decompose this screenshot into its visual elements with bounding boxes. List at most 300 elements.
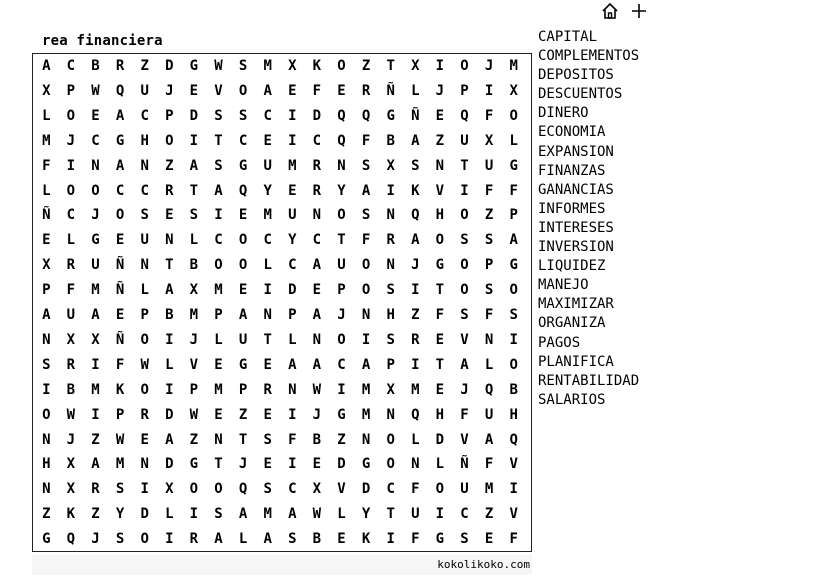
grid-cell[interactable]: P	[189, 381, 199, 398]
grid-cell[interactable]: I	[91, 406, 100, 423]
grid-cell[interactable]: U	[460, 132, 469, 149]
grid-cell[interactable]: A	[411, 132, 420, 149]
grid-cell[interactable]: I	[386, 182, 395, 199]
grid-cell[interactable]: B	[66, 381, 76, 398]
grid-cell[interactable]: U	[460, 481, 469, 498]
grid-cell[interactable]: G	[435, 257, 445, 274]
grid-cell[interactable]: A	[115, 157, 125, 174]
grid-cell[interactable]: P	[386, 356, 395, 373]
grid-cell[interactable]: I	[361, 331, 371, 348]
grid-cell[interactable]: Q	[337, 132, 346, 149]
grid-cell[interactable]: A	[312, 356, 322, 373]
grid-cell[interactable]: U	[263, 157, 272, 174]
grid-cell[interactable]: C	[288, 257, 297, 274]
grid-cell[interactable]: P	[238, 381, 248, 398]
grid-cell[interactable]: A	[238, 506, 248, 523]
grid-cell[interactable]: I	[66, 157, 76, 174]
grid-cell[interactable]: I	[484, 82, 494, 99]
grid-cell[interactable]: H	[140, 132, 149, 149]
grid-cell[interactable]: C	[91, 132, 100, 149]
grid-cell[interactable]: R	[140, 406, 149, 423]
grid-cell[interactable]: X	[91, 331, 100, 348]
grid-cell[interactable]: Q	[460, 107, 469, 124]
grid-cell[interactable]: M	[263, 207, 272, 224]
grid-cell[interactable]: A	[238, 307, 248, 323]
grid-cell[interactable]: I	[189, 132, 199, 149]
grid-cell[interactable]: S	[140, 207, 149, 224]
grid-cell[interactable]: I	[165, 331, 174, 348]
grid-cell[interactable]: N	[484, 331, 494, 348]
grid-cell[interactable]: Ñ	[115, 331, 125, 348]
home-button[interactable]	[601, 2, 619, 20]
grid-cell[interactable]: A	[288, 356, 297, 373]
grid-cell[interactable]: K	[411, 182, 420, 199]
grid-cell[interactable]: E	[140, 431, 149, 448]
add-button[interactable]	[630, 2, 648, 20]
grid-cell[interactable]: E	[263, 456, 272, 473]
grid-cell[interactable]: S	[214, 506, 223, 523]
grid-cell[interactable]: Z	[91, 506, 100, 523]
grid-cell[interactable]: B	[509, 381, 518, 398]
grid-cell[interactable]: N	[411, 456, 420, 473]
grid-cell[interactable]: S	[263, 481, 272, 498]
grid-cell[interactable]: A	[189, 157, 199, 174]
grid-cell[interactable]: E	[189, 82, 199, 99]
grid-cell[interactable]: E	[238, 207, 248, 224]
grid-cell[interactable]: C	[337, 356, 346, 373]
grid-cell[interactable]: L	[140, 282, 149, 299]
grid-cell[interactable]: Z	[361, 58, 371, 74]
grid-cell[interactable]: R	[386, 232, 395, 249]
grid-cell[interactable]: M	[509, 58, 518, 74]
grid-cell[interactable]: F	[312, 82, 322, 99]
grid-cell[interactable]: F	[361, 132, 371, 149]
grid-cell[interactable]: X	[42, 257, 51, 274]
grid-cell[interactable]: Ñ	[460, 456, 469, 473]
grid-cell[interactable]: P	[165, 107, 174, 124]
grid-cell[interactable]: U	[91, 257, 100, 274]
grid-cell[interactable]: P	[460, 82, 469, 99]
grid-cell[interactable]: G	[509, 257, 518, 274]
grid-cell[interactable]: B	[312, 531, 322, 548]
grid-cell[interactable]: Q	[411, 207, 420, 224]
grid-cell[interactable]: E	[115, 232, 125, 249]
grid-cell[interactable]: G	[115, 132, 125, 149]
grid-cell[interactable]: L	[66, 232, 76, 249]
grid-cell[interactable]: F	[361, 232, 371, 249]
grid-cell[interactable]: N	[165, 232, 174, 249]
grid-cell[interactable]: Ñ	[386, 82, 395, 99]
grid-cell[interactable]: Z	[337, 431, 346, 448]
grid-cell[interactable]: I	[189, 506, 199, 523]
grid-cell[interactable]: Ñ	[115, 257, 125, 274]
grid-cell[interactable]: D	[312, 107, 322, 124]
grid-cell[interactable]: L	[263, 257, 272, 274]
grid-cell[interactable]: V	[214, 82, 223, 99]
grid-cell[interactable]: C	[115, 182, 125, 199]
grid-cell[interactable]: F	[115, 356, 125, 373]
grid-cell[interactable]: O	[337, 331, 346, 348]
grid-cell[interactable]: Q	[361, 107, 371, 124]
grid-cell[interactable]: G	[189, 456, 199, 473]
grid-cell[interactable]: L	[288, 331, 297, 348]
grid-cell[interactable]: L	[165, 506, 174, 523]
grid-cell[interactable]: N	[361, 431, 371, 448]
grid-cell[interactable]: A	[263, 82, 272, 99]
grid-cell[interactable]: E	[263, 132, 272, 149]
grid-cell[interactable]: K	[312, 58, 322, 74]
grid-cell[interactable]: L	[411, 431, 420, 448]
grid-cell[interactable]: V	[435, 182, 445, 199]
grid-cell[interactable]: F	[484, 456, 494, 473]
grid-cell[interactable]: S	[115, 481, 125, 498]
grid-cell[interactable]: X	[411, 58, 420, 74]
grid-cell[interactable]: X	[42, 82, 51, 99]
grid-cell[interactable]: Z	[189, 431, 199, 448]
grid-cell[interactable]: J	[189, 331, 199, 348]
grid-cell[interactable]: O	[214, 257, 223, 274]
grid-cell[interactable]: E	[214, 406, 223, 423]
grid-cell[interactable]: I	[263, 282, 272, 299]
grid-cell[interactable]: I	[460, 182, 469, 199]
grid-cell[interactable]: P	[66, 82, 76, 99]
grid-cell[interactable]: C	[140, 107, 149, 124]
grid-cell[interactable]: E	[263, 406, 272, 423]
grid-cell[interactable]: E	[337, 82, 346, 99]
grid-cell[interactable]: Q	[509, 431, 518, 448]
grid-cell[interactable]: S	[115, 531, 125, 548]
grid-cell[interactable]: G	[386, 107, 395, 124]
grid-cell[interactable]: X	[288, 58, 297, 74]
grid-cell[interactable]: A	[460, 356, 469, 373]
grid-cell[interactable]: O	[238, 257, 248, 274]
grid-cell[interactable]: A	[361, 182, 371, 199]
grid-cell[interactable]: J	[91, 207, 100, 224]
grid-cell[interactable]: U	[140, 82, 149, 99]
grid-cell[interactable]: M	[214, 282, 223, 299]
grid-cell[interactable]: I	[288, 456, 297, 473]
grid-cell[interactable]: E	[435, 381, 445, 398]
grid-cell[interactable]: X	[189, 282, 199, 299]
grid-cell[interactable]: K	[66, 506, 76, 523]
grid-cell[interactable]: A	[42, 307, 51, 323]
grid-cell[interactable]: M	[288, 157, 297, 174]
grid-cell[interactable]: X	[386, 381, 395, 398]
grid-cell[interactable]: T	[214, 456, 223, 473]
grid-cell[interactable]: A	[263, 531, 272, 548]
grid-cell[interactable]: P	[140, 307, 149, 323]
grid-cell[interactable]: F	[435, 307, 445, 323]
grid-cell[interactable]: V	[509, 506, 518, 523]
grid-cell[interactable]: R	[411, 331, 420, 348]
grid-cell[interactable]: N	[42, 431, 51, 448]
grid-cell[interactable]: A	[484, 431, 494, 448]
grid-cell[interactable]: F	[288, 431, 297, 448]
grid-cell[interactable]: H	[509, 406, 518, 423]
grid-cell[interactable]: L	[189, 232, 199, 249]
grid-cell[interactable]: K	[115, 381, 125, 398]
grid-cell[interactable]: F	[509, 531, 518, 548]
grid-cell[interactable]: V	[509, 456, 518, 473]
grid-cell[interactable]: A	[165, 282, 174, 299]
grid-cell[interactable]: I	[509, 481, 518, 498]
grid-cell[interactable]: O	[66, 182, 76, 199]
grid-cell[interactable]: A	[288, 506, 297, 523]
grid-cell[interactable]: N	[361, 307, 371, 323]
grid-cell[interactable]: T	[189, 182, 199, 199]
grid-cell[interactable]: A	[312, 257, 322, 274]
grid-cell[interactable]: Z	[435, 132, 445, 149]
grid-cell[interactable]: O	[238, 82, 248, 99]
grid-cell[interactable]: T	[214, 132, 223, 149]
grid-cell[interactable]: A	[214, 531, 223, 548]
grid-cell[interactable]: S	[411, 157, 420, 174]
grid-cell[interactable]: I	[411, 282, 420, 299]
grid-cell[interactable]: S	[214, 157, 223, 174]
grid-cell[interactable]: U	[140, 232, 149, 249]
grid-cell[interactable]: G	[435, 531, 445, 548]
grid-cell[interactable]: O	[140, 531, 149, 548]
grid-cell[interactable]: F	[460, 406, 469, 423]
grid-cell[interactable]: J	[337, 307, 346, 323]
grid-cell[interactable]: C	[263, 232, 272, 249]
grid-cell[interactable]: O	[460, 207, 469, 224]
grid-cell[interactable]: M	[91, 381, 100, 398]
grid-cell[interactable]: C	[140, 182, 149, 199]
grid-cell[interactable]: W	[189, 406, 199, 423]
grid-cell[interactable]: Ñ	[115, 282, 125, 299]
grid-cell[interactable]: C	[386, 481, 395, 498]
grid-cell[interactable]: J	[66, 132, 76, 149]
grid-cell[interactable]: P	[484, 257, 494, 274]
grid-cell[interactable]: Z	[91, 431, 100, 448]
grid-cell[interactable]: X	[66, 456, 76, 473]
grid-cell[interactable]: T	[263, 331, 272, 348]
grid-cell[interactable]: S	[361, 157, 371, 174]
grid-cell[interactable]: F	[484, 107, 494, 124]
grid-cell[interactable]: Q	[66, 531, 76, 548]
grid-cell[interactable]: O	[509, 356, 518, 373]
grid-cell[interactable]: R	[312, 182, 322, 199]
grid-cell[interactable]: I	[435, 506, 445, 523]
grid-cell[interactable]: S	[386, 331, 395, 348]
grid-cell[interactable]: M	[361, 381, 371, 398]
grid-cell[interactable]: S	[189, 207, 199, 224]
grid-cell[interactable]: J	[66, 431, 76, 448]
grid-cell[interactable]: M	[361, 406, 371, 423]
grid-cell[interactable]: A	[509, 232, 518, 249]
grid-cell[interactable]: I	[288, 406, 297, 423]
grid-cell[interactable]: T	[386, 58, 395, 74]
grid-cell[interactable]: L	[165, 356, 174, 373]
grid-cell[interactable]: F	[484, 307, 494, 323]
grid-cell[interactable]: C	[263, 107, 272, 124]
grid-cell[interactable]: L	[238, 531, 248, 548]
grid-cell[interactable]: J	[312, 406, 322, 423]
grid-cell[interactable]: D	[361, 481, 371, 498]
grid-cell[interactable]: V	[189, 356, 199, 373]
grid-cell[interactable]: S	[460, 531, 469, 548]
grid-cell[interactable]: O	[460, 282, 469, 299]
grid-cell[interactable]: S	[214, 107, 223, 124]
grid-cell[interactable]: R	[66, 257, 76, 274]
grid-cell[interactable]: N	[214, 431, 223, 448]
grid-cell[interactable]: Q	[238, 182, 248, 199]
grid-cell[interactable]: U	[288, 207, 297, 224]
grid-cell[interactable]: W	[312, 381, 322, 398]
grid-cell[interactable]: F	[509, 182, 518, 199]
grid-cell[interactable]: X	[66, 331, 76, 348]
grid-cell[interactable]: A	[361, 356, 371, 373]
grid-cell[interactable]: W	[66, 406, 76, 423]
site-brand[interactable]: kokolikoko.com	[437, 558, 530, 571]
grid-cell[interactable]: C	[460, 506, 469, 523]
grid-cell[interactable]: X	[165, 481, 174, 498]
grid-cell[interactable]: V	[337, 481, 346, 498]
grid-cell[interactable]: P	[337, 282, 346, 299]
grid-cell[interactable]: E	[288, 82, 297, 99]
grid-cell[interactable]: D	[337, 456, 346, 473]
grid-cell[interactable]: O	[42, 406, 51, 423]
grid-cell[interactable]: F	[66, 282, 76, 299]
grid-cell[interactable]: O	[189, 481, 199, 498]
grid-cell[interactable]: T	[460, 157, 469, 174]
grid-cell[interactable]: I	[91, 356, 100, 373]
grid-cell[interactable]: Q	[337, 107, 346, 124]
grid-cell[interactable]: R	[115, 58, 125, 74]
grid-cell[interactable]: X	[386, 157, 395, 174]
grid-cell[interactable]: S	[42, 356, 51, 373]
grid-cell[interactable]: E	[42, 232, 51, 249]
grid-cell[interactable]: E	[238, 282, 248, 299]
grid-cell[interactable]: I	[411, 356, 420, 373]
grid-cell[interactable]: O	[460, 58, 469, 74]
grid-cell[interactable]: P	[214, 307, 223, 323]
grid-cell[interactable]: Y	[288, 232, 297, 249]
grid-cell[interactable]: D	[189, 107, 199, 124]
grid-cell[interactable]: A	[91, 307, 100, 323]
grid-cell[interactable]: J	[411, 257, 420, 274]
grid-cell[interactable]: I	[140, 481, 149, 498]
grid-cell[interactable]: K	[361, 531, 371, 548]
grid-cell[interactable]: E	[312, 282, 322, 299]
grid-cell[interactable]: Ñ	[42, 207, 51, 224]
grid-cell[interactable]: C	[288, 481, 297, 498]
grid-cell[interactable]: J	[484, 58, 494, 74]
grid-cell[interactable]: Q	[115, 82, 125, 99]
grid-cell[interactable]: N	[312, 207, 322, 224]
grid-cell[interactable]: L	[214, 331, 223, 348]
grid-cell[interactable]: E	[435, 331, 445, 348]
grid-cell[interactable]: E	[91, 107, 100, 124]
grid-cell[interactable]: Z	[484, 207, 494, 224]
grid-cell[interactable]: I	[288, 107, 297, 124]
grid-cell[interactable]: A	[115, 107, 125, 124]
grid-cell[interactable]: I	[42, 381, 51, 398]
grid-cell[interactable]: E	[214, 356, 223, 373]
grid-cell[interactable]: B	[165, 307, 174, 323]
grid-cell[interactable]: O	[509, 107, 518, 124]
grid-cell[interactable]: Z	[165, 157, 174, 174]
grid-cell[interactable]: N	[312, 331, 322, 348]
grid-cell[interactable]: C	[312, 132, 322, 149]
grid-cell[interactable]: B	[386, 132, 395, 149]
grid-cell[interactable]: I	[165, 531, 174, 548]
grid-cell[interactable]: W	[91, 82, 100, 99]
grid-cell[interactable]: S	[288, 531, 297, 548]
grid-cell[interactable]: V	[460, 431, 469, 448]
grid-cell[interactable]: E	[115, 307, 125, 323]
grid-cell[interactable]: I	[435, 58, 445, 74]
grid-cell[interactable]: G	[42, 531, 51, 548]
grid-cell[interactable]: C	[312, 232, 322, 249]
grid-cell[interactable]: N	[42, 331, 51, 348]
grid-cell[interactable]: R	[263, 381, 272, 398]
grid-cell[interactable]: J	[165, 82, 174, 99]
grid-cell[interactable]: H	[435, 406, 445, 423]
grid-cell[interactable]: R	[91, 481, 100, 498]
grid-cell[interactable]: J	[460, 381, 469, 398]
grid-cell[interactable]: U	[484, 157, 494, 174]
grid-cell[interactable]: M	[42, 132, 51, 149]
grid-cell[interactable]: H	[435, 207, 445, 224]
grid-cell[interactable]: F	[411, 481, 420, 498]
grid-cell[interactable]: U	[411, 506, 420, 523]
grid-cell[interactable]: M	[263, 58, 272, 74]
grid-cell[interactable]: N	[263, 307, 272, 323]
grid-cell[interactable]: P	[288, 307, 297, 323]
grid-cell[interactable]: X	[484, 132, 494, 149]
grid-cell[interactable]: O	[66, 107, 76, 124]
grid-cell[interactable]: D	[165, 58, 174, 74]
grid-cell[interactable]: L	[411, 82, 420, 99]
grid-cell[interactable]: F	[484, 182, 494, 199]
grid-cell[interactable]: S	[263, 431, 272, 448]
grid-cell[interactable]: O	[361, 257, 371, 274]
grid-cell[interactable]: W	[140, 356, 149, 373]
grid-cell[interactable]: B	[189, 257, 199, 274]
grid-cell[interactable]: T	[435, 356, 445, 373]
grid-cell[interactable]: Ñ	[411, 107, 420, 124]
grid-cell[interactable]: W	[115, 431, 125, 448]
grid-cell[interactable]: I	[386, 531, 395, 548]
grid-cell[interactable]: O	[337, 207, 346, 224]
grid-cell[interactable]: F	[411, 531, 420, 548]
grid-cell[interactable]: U	[66, 307, 76, 323]
grid-cell[interactable]: I	[509, 331, 518, 348]
grid-cell[interactable]: D	[288, 282, 297, 299]
grid-cell[interactable]: G	[189, 58, 199, 74]
grid-cell[interactable]: S	[509, 307, 518, 323]
grid-cell[interactable]: J	[91, 531, 100, 548]
grid-cell[interactable]: T	[165, 257, 174, 274]
grid-cell[interactable]: O	[214, 481, 223, 498]
grid-cell[interactable]: T	[386, 506, 395, 523]
grid-cell[interactable]: S	[386, 282, 395, 299]
grid-cell[interactable]: N	[140, 257, 149, 274]
grid-cell[interactable]: C	[238, 132, 248, 149]
grid-cell[interactable]: I	[288, 132, 297, 149]
grid-cell[interactable]: C	[66, 58, 76, 74]
grid-cell[interactable]: D	[165, 456, 174, 473]
grid-cell[interactable]: M	[411, 381, 420, 398]
grid-cell[interactable]: Y	[361, 506, 371, 523]
grid-cell[interactable]: R	[361, 82, 371, 99]
grid-cell[interactable]: C	[214, 232, 223, 249]
grid-cell[interactable]: E	[484, 531, 494, 548]
grid-cell[interactable]: Z	[42, 506, 51, 523]
grid-cell[interactable]: O	[140, 331, 149, 348]
